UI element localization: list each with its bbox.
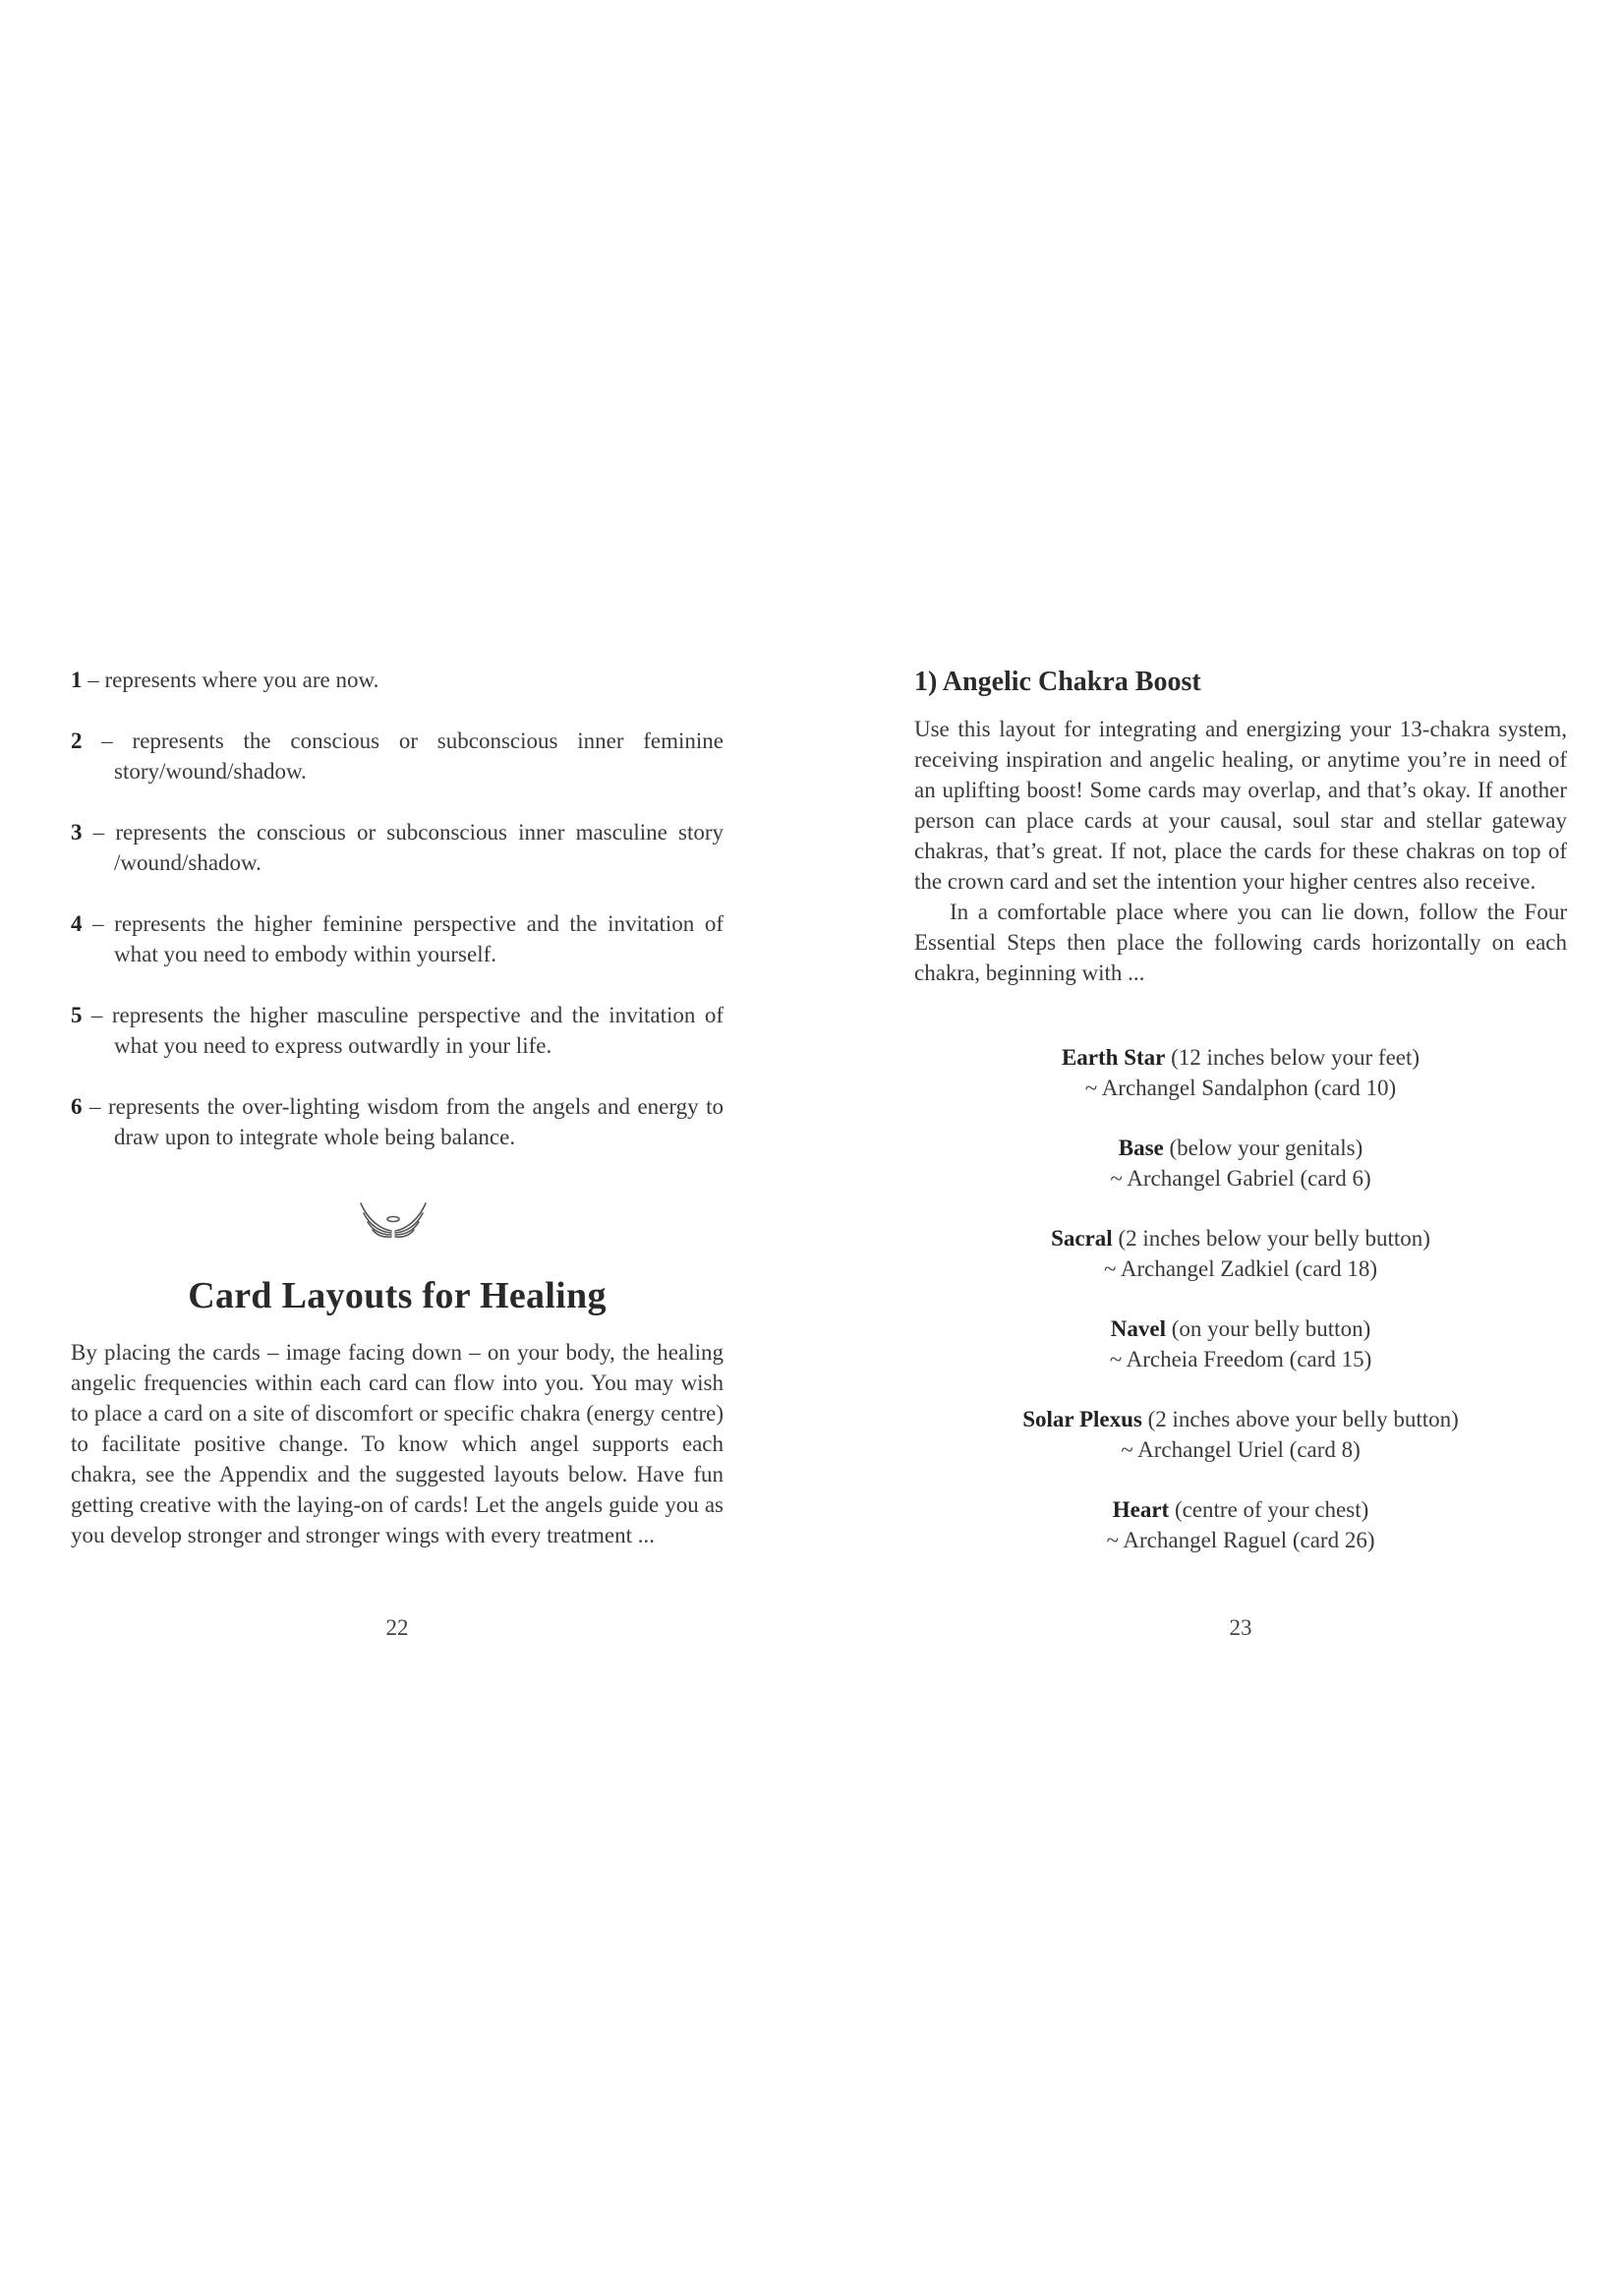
chakra-angel: ~ Archangel Raguel (card 26): [1106, 1528, 1375, 1552]
list-item-number: 6: [71, 1094, 83, 1119]
chakra-name: Earth Star: [1061, 1045, 1166, 1070]
list-item-number: 2: [71, 729, 83, 753]
chakra-location: (centre of your chest): [1169, 1497, 1369, 1522]
section-heading: Card Layouts for Healing: [188, 1275, 607, 1316]
chakra-list: [914, 1042, 1567, 1585]
chakra-location: (2 inches below your belly button): [1112, 1226, 1430, 1251]
list-item-text: – represents the over-lighting wisdom from the angels and energy to draw upon to integrate whole being balance.: [82, 1094, 724, 1149]
chakra-angel: ~ Archangel Sandalphon (card 10): [1084, 1076, 1397, 1100]
body-paragraph: In a comfortable place where you can lie down, follow the Four Essential Steps then place the following cards horizontally on each chakra, beginning with ...: [914, 900, 1567, 985]
chakra-angel: ~ Archangel Uriel (card 8): [1121, 1437, 1361, 1462]
page-number: 23: [1229, 1615, 1252, 1640]
chakra-angel: ~ Archangel Zadkiel (card 18): [1103, 1256, 1378, 1281]
list-item: [71, 1000, 724, 1061]
list-item: [71, 665, 724, 695]
list-item-number: 1: [71, 668, 83, 692]
chakra-location: (12 inches below your feet): [1165, 1045, 1421, 1070]
chakra-entry: [914, 1404, 1567, 1465]
list-item-text: – represents the higher masculine perspective and the invitation of what you need to express outwardly in your life.: [82, 1003, 724, 1058]
body-text: [914, 714, 1567, 988]
numbered-list: [71, 665, 724, 1183]
list-item: [71, 817, 724, 878]
list-item-number: 4: [71, 911, 83, 936]
chakra-name: Solar Plexus: [1022, 1407, 1142, 1431]
list-item-text: – represents the higher feminine perspective and the invitation of what you need to embody within yourself.: [82, 911, 724, 966]
list-item: [71, 1091, 724, 1152]
list-item-text: – represents the conscious or subconscious inner feminine story/wound/shadow.: [82, 729, 724, 784]
chakra-entry: [914, 1313, 1567, 1374]
body-paragraph: By placing the cards – image facing down – on your body, the healing angelic frequencies within each card can flow into you. You may wish to place a card on a site of discomfort or specific chakra (energy centre) to facilitate positive change. To know which angel supports each chakra, see the Appendix and the suggested layouts below. Have fun getting creative with the laying-on of cards! Let the angels guide you as you develop stronger and stronger wings with every treatment ...: [71, 1340, 724, 1547]
chakra-location: (below your genitals): [1163, 1136, 1363, 1160]
list-item-text: – represents the conscious or subconscious inner masculine story /wound/shadow.: [82, 820, 724, 875]
angel-wings-icon: [358, 1197, 429, 1245]
list-item-text: – represents where you are now.: [82, 668, 379, 692]
chakra-name: Base: [1118, 1136, 1164, 1160]
body-paragraph: Use this layout for integrating and energizing your 13-chakra system, receiving inspiration and angelic healing, or anytime you’re in need of an uplifting boost! Some cards may overlap, and that’s okay. If another person can place cards at your causal, soul star and stellar gateway chakras, that’s great. If not, place the cards for these chakras on top of the crown card and set the intention your higher centres also receive.: [914, 717, 1567, 894]
chakra-angel: ~ Archangel Gabriel (card 6): [1110, 1166, 1371, 1191]
right-page: [914, 0, 1567, 2274]
list-item-number: 5: [71, 1003, 83, 1027]
chakra-entry: [914, 1494, 1567, 1555]
subsection-heading: 1) Angelic Chakra Boost: [914, 667, 1201, 697]
list-item: [71, 726, 724, 787]
chakra-location: (on your belly button): [1165, 1316, 1371, 1341]
chakra-entry: [914, 1223, 1567, 1284]
page-number: 22: [385, 1615, 409, 1640]
chakra-name: Heart: [1112, 1497, 1170, 1522]
chakra-name: Sacral: [1051, 1226, 1113, 1251]
chakra-angel: ~ Archeia Freedom (card 15): [1109, 1347, 1372, 1371]
chakra-location: (2 inches above your belly button): [1141, 1407, 1459, 1431]
chakra-entry: [914, 1133, 1567, 1194]
chakra-entry: [914, 1042, 1567, 1103]
chakra-name: Navel: [1110, 1316, 1166, 1341]
list-item-number: 3: [71, 820, 83, 845]
left-page: [71, 0, 724, 2274]
list-item: [71, 908, 724, 969]
